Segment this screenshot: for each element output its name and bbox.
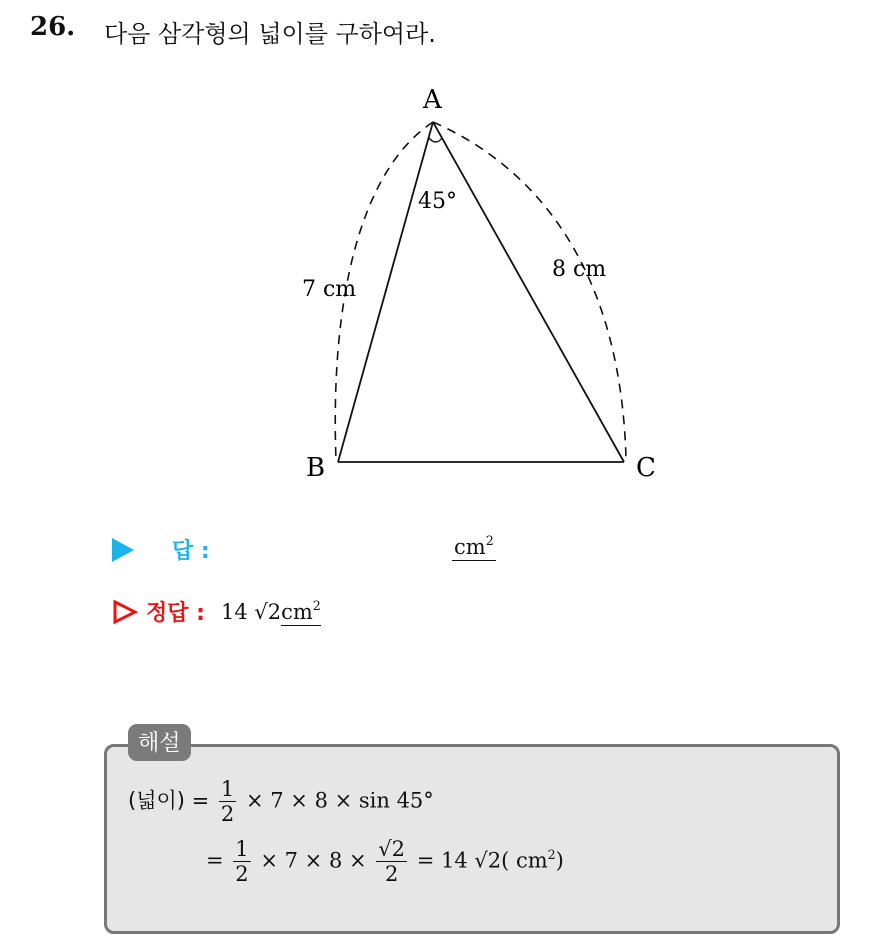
fraction-numerator: 1 [220, 777, 235, 801]
vertex-c-label: C [636, 453, 656, 483]
answer-unit-exp: 2 [485, 533, 494, 549]
explanation-result-exp: 2 [547, 846, 556, 862]
fraction-denominator: 2 [384, 862, 399, 887]
angle-label: 45° [418, 189, 457, 214]
explanation-badge: 해설 [128, 724, 191, 761]
correct-answer-row [112, 596, 321, 627]
explanation-result: = 14 √2( cm [416, 848, 548, 873]
correct-answer-unit-exp: 2 [312, 597, 321, 613]
explanation-lhs: (넓이) = [128, 788, 210, 813]
explanation-line-1 [128, 778, 434, 826]
explanation-line-2-mid: × 7 × 8 × [260, 848, 367, 873]
side-ab-label: 7 cm [302, 277, 357, 302]
correct-answer-unit-wrap [281, 597, 321, 626]
fraction-numerator: √2 [378, 837, 406, 861]
vertex-a-label: A [423, 85, 442, 115]
answer-row [112, 534, 210, 565]
play-arrow-icon [112, 538, 134, 562]
correct-answer-value [220, 597, 321, 624]
question-number: 26. [30, 12, 76, 42]
correct-answer-unit: cm [281, 599, 313, 624]
outline-arrow-icon [112, 599, 138, 625]
question-text: 다음 삼각형의 넓이를 구하여라. [104, 20, 436, 48]
fraction-denominator: 2 [235, 862, 249, 887]
fraction-half-1 [219, 778, 236, 826]
fraction-denominator: 2 [220, 802, 235, 827]
angle-arc-a [429, 138, 442, 142]
correct-answer-label: 정답 : [146, 601, 205, 626]
correct-answer-number: 14 √2 [220, 599, 282, 624]
triangle-figure [290, 80, 690, 490]
fraction-sqrt2-over-2 [376, 838, 407, 886]
vertex-b-label: B [306, 453, 326, 483]
explanation-line-1-rest: × 7 × 8 × sin 45° [245, 788, 434, 813]
fraction-numerator: 1 [235, 837, 249, 861]
explanation-result-close: ) [555, 848, 564, 873]
explanation-line-2 [206, 838, 564, 886]
fraction-half-2 [233, 838, 250, 886]
answer-label: 답 : [172, 539, 210, 564]
explanation-eq: = [206, 848, 224, 873]
side-ac-label: 8 cm [552, 257, 607, 282]
answer-unit: cm [454, 535, 486, 559]
answer-blank[interactable] [452, 535, 496, 561]
